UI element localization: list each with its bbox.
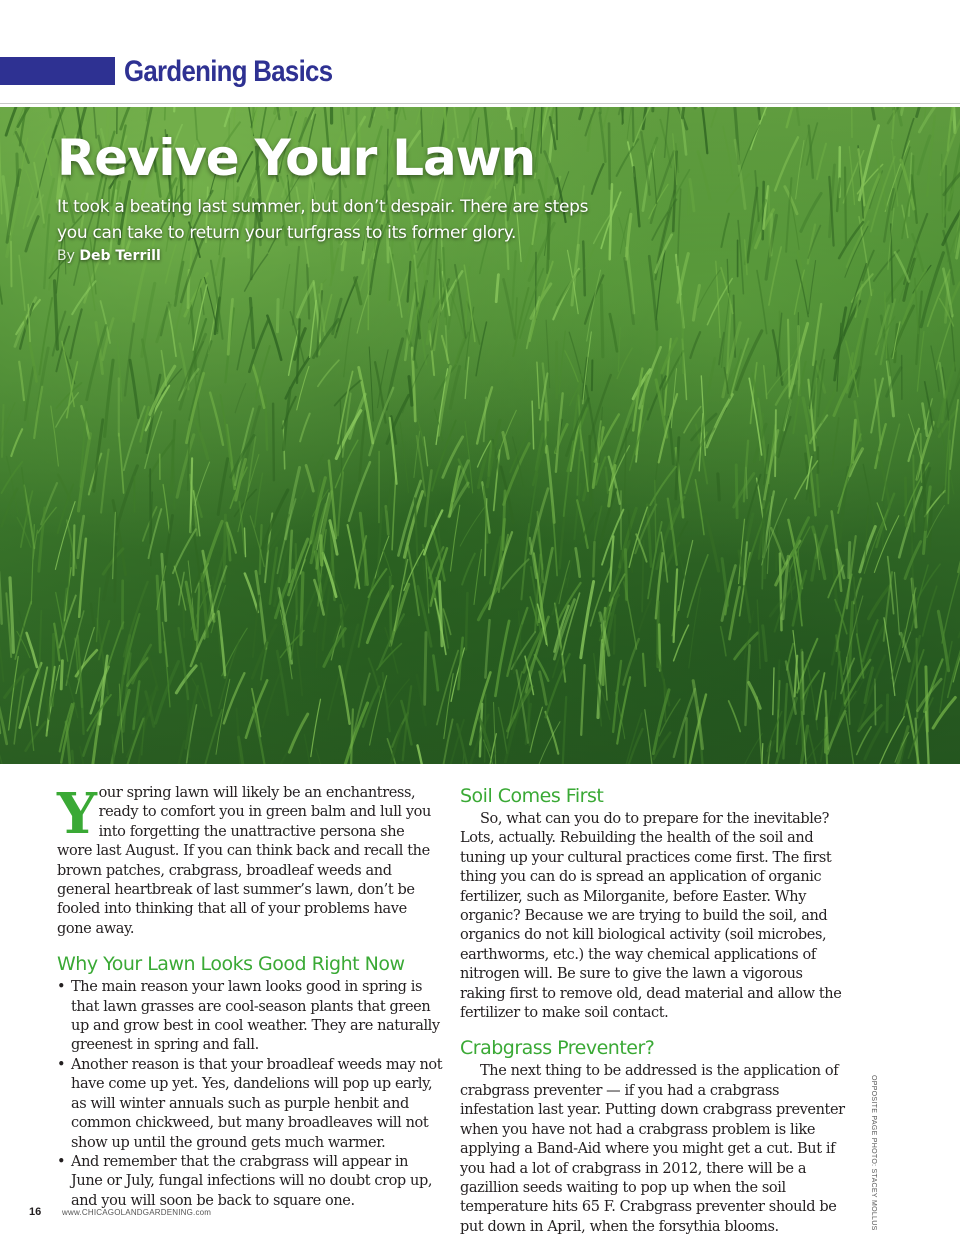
subhead-why-lawn-looks-good: Why Your Lawn Looks Good Right Now [57, 953, 405, 976]
list-item: • And remember that the crabgrass will appear in June or July, fungal infections will no doubt crop up, and you will soon be back to square one. [57, 1153, 443, 1211]
author-name: Deb Terrill [79, 248, 161, 264]
section-color-bar [0, 57, 115, 85]
article-column-right [460, 784, 846, 1237]
page-number: 16 [29, 1206, 42, 1218]
byline [57, 248, 161, 264]
reasons-list [57, 978, 443, 1211]
hero-grass-photo [0, 107, 960, 764]
website-url: www.CHICAGOLANDGARDENING.com [62, 1208, 212, 1217]
section-divider [0, 103, 960, 104]
subhead-soil-comes-first: Soil Comes First [460, 785, 604, 807]
intro-text: our spring lawn will likely be an enchantress, ready to comfort you in green balm and lull you into forgetting the unattractive persona she wore last August. If you can think back and recall the brown patches, crabgrass, broadleaf weeds and general heartbreak of last summer’s lawn, don’t be fooled into thinking that all of your problems have gone away. [57, 785, 431, 937]
photo-credit: OPPOSITE PAGE PHOTO: STACEY MOLLUS [870, 1075, 877, 1231]
byline-prefix: By [57, 248, 75, 264]
article-dek: It took a beating last summer, but don’t despair. There are steps you can take to return your turfgrass to its former glory. [57, 197, 589, 243]
article-column-left [57, 781, 443, 1211]
list-item: • Another reason is that your broadleaf weeds may not have come up yet. Yes, dandelions will pop up early, as will winter annuals such as purple henbit and common chickweed, but many broadleaves will not show up until the ground gets much warmer. [57, 1056, 443, 1153]
list-item: • The main reason your lawn looks good in spring is that lawn grasses are cool-season plants that green up and grow best in cool weather. They are naturally greenest in spring and fall. [57, 978, 443, 1056]
drop-cap: Y [57, 781, 97, 847]
intro-paragraph [57, 781, 443, 939]
section-title: Gardening Basics [124, 55, 333, 88]
crabgrass-paragraph: The next thing to be addressed is the application of crabgrass preventer — if you had a crabgrass infestation last year. Putting down crabgrass preventer when you have not had a crabgrass problem is like applying a Band-Aid where you might get a cut. But if you had a lot of crabgrass in 2012, there will be a gazillion seeds waiting to pop up when the soil temperature hits 65 F. Crabgrass preventer should be put down in April, when the forsythia blooms. [460, 1063, 845, 1235]
article-title: Revive Your Lawn [57, 129, 535, 187]
subhead-crabgrass-preventer: Crabgrass Preventer? [460, 1037, 655, 1060]
soil-paragraph: So, what can you do to prepare for the inevitable? Lots, actually. Rebuilding the health of the soil and tuning up your cultural practices come first. The first thing you can do is spread an application of organic fertilizer, such as Milorganite, before Easter. Why organic? Because we are trying to build the soil, and organics do not kill biological activity (soil microbes, earthworms, etc.) the way chemical applications of nitrogen will. Be sure to give the lawn a vigorous raking first to remove old, dead material and allow the fertilizer to make soil contact. [460, 811, 842, 1022]
